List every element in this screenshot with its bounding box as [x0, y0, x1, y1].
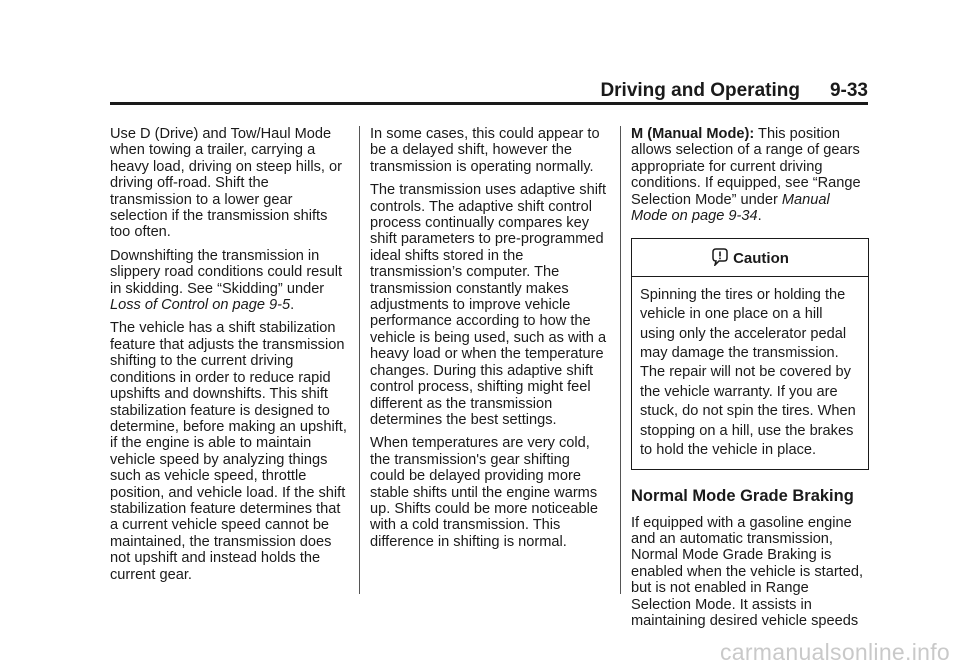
manual-mode-label: M (Manual Mode): [631, 126, 755, 142]
paragraph: If equipped with a gasoline engine and an automatic transmission, Normal Mode Grade Braking is enabled when the vehicle is started, but is not enabled in Range Selection Mode. It assists in maintaining desired vehicle speeds [631, 514, 864, 629]
paragraph-text: . [290, 297, 295, 314]
paragraph-text: Downshifting the transmission in slippery road conditions could result in skidding. See “Skidding” under [110, 247, 343, 297]
column-2 [370, 126, 608, 557]
page-number: 9-33 [829, 80, 868, 101]
paragraph [110, 248, 348, 314]
paragraph: When temperatures are very cold, the transmission's gear shifting could be delayed providing more stable shifts until the engine warms up. Shifts could be more noticeable with a cold transmission. This difference in shifting is normal. [370, 435, 598, 550]
page-header [110, 80, 868, 102]
paragraph-text: . [757, 208, 762, 225]
paragraph: In some cases, this could appear to be a delayed shift, however the transmission is operating normally. [370, 126, 600, 175]
column-3 [631, 126, 869, 636]
caution-title: Caution [733, 250, 789, 268]
caution-icon [711, 248, 729, 266]
cross-reference-link[interactable]: Manual Mode on page 9-34 [631, 191, 830, 225]
section-heading: Normal Mode Grade Braking [631, 486, 854, 505]
column-1 [110, 126, 348, 590]
paragraph-text: This position allows selection of a range of gears appropriate for current driving conditions. If equipped, see “Range Selection Mode” under [631, 126, 861, 208]
cross-reference-link[interactable]: Loss of Control on page 9-5 [110, 297, 291, 314]
paragraph [631, 126, 869, 224]
header-rule [110, 102, 868, 105]
section-title: Driving and Operating [600, 80, 800, 101]
caution-box [631, 238, 869, 469]
paragraph: The vehicle has a shift stabilization feature that adjusts the transmission shifting to the current driving conditions in order to reduce rapid upshifts and downshifts. This shift stabilization feature is designed to determine, before making an upshift, if the engine is able to maintain vehicle speed by analyzing things such as vehicle speed, throttle position, and vehicle load. If the shift stabilization feature determines that a current vehicle speed cannot be maintained, the transmission does not upshift and instead holds the current gear. [110, 320, 347, 583]
caution-header [632, 239, 868, 276]
paragraph: The transmission uses adaptive shift controls. The adaptive shift control process continually compares key shift parameters to pre-programmed ideal shifts stored in the transmission’s computer. The transmission constantly makes adjustments to improve vehicle performance according to how the vehicle is being used, such as with a heavy load or when the temperature changes. During this adaptive shift control process, shifting might feel different as the transmission determines the best settings. [370, 182, 607, 428]
watermark: carmanualsonline.info [719, 639, 950, 665]
paragraph: Use D (Drive) and Tow/Haul Mode when towing a trailer, carrying a heavy load, driving on steep hills, or driving off-road. Shift the transmission to a lower gear selection if the transmission shifts too often. [110, 126, 343, 241]
column-divider [359, 126, 360, 594]
column-divider [620, 126, 621, 594]
caution-body: Spinning the tires or holding the vehicle in one place on a hill using only the accelerator pedal may damage the transmission. The repair will not be covered by the vehicle warranty. If you are stuck, do not spin the tires. When stopping on a hill, use the brakes to hold the vehicle in place. [640, 286, 856, 459]
